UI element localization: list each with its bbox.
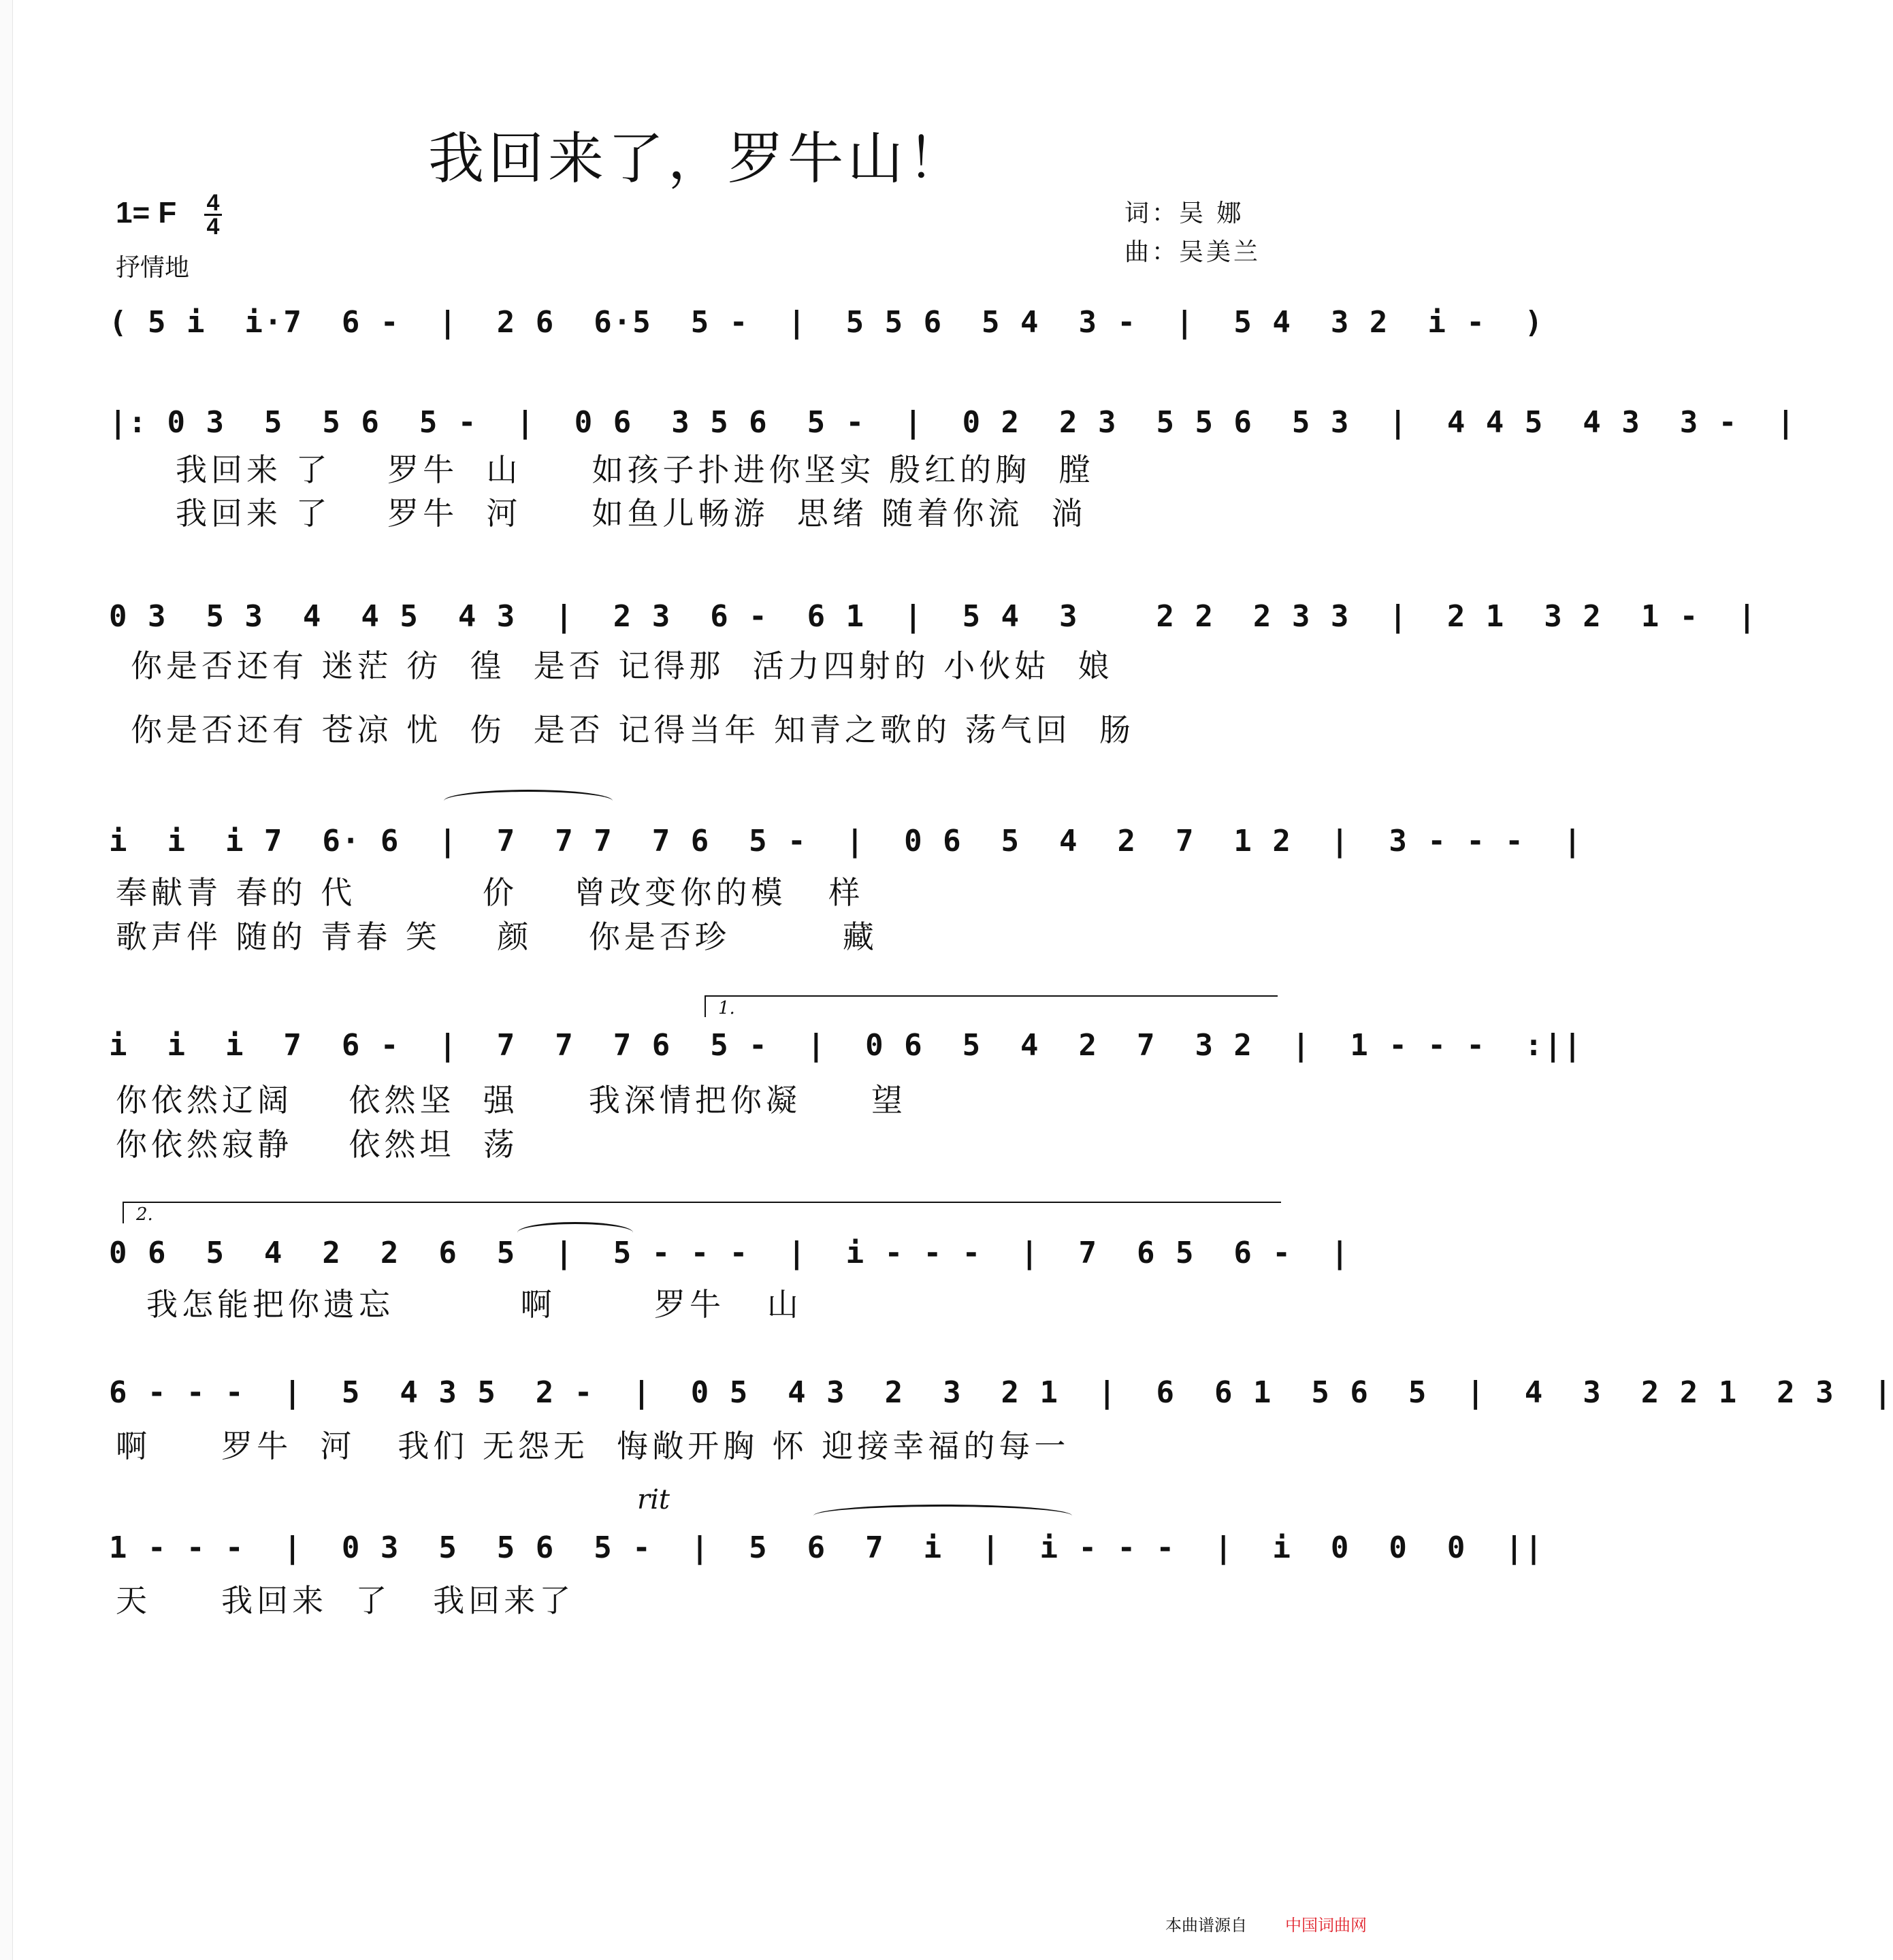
volta-1-label: 1. bbox=[718, 998, 735, 1018]
key-signature: 1= F bbox=[116, 196, 177, 229]
score-line-6-notes: 0 6 5 4 2 2 6 5 | 5 - - - | i - - - | 7 6 5 6 - | bbox=[109, 1236, 1350, 1270]
score-line-2-notes: |: 0 3 5 5 6 5 - | 0 6 3 5 6 5 - | 0 2 2 3 5 5 6 5 3 | 4 4 5 4 3 3 - | bbox=[109, 405, 1796, 440]
score-line-3-lyric-2: 你是否还有 苍凉 忧 伤 是否 记得当年 知青之歌的 荡气回 肠 bbox=[131, 711, 1135, 748]
score-line-1-notes: ( 5 i i·7 6 - | 2 6 6·5 5 - | 5 5 6 5 4 3 - | 5 4 3 2 i - ) bbox=[109, 305, 1544, 340]
score-line-7-notes: 6 - - - | 5 4 3 5 2 - | 0 5 4 3 2 3 2 1 | 6 6 1 5 6 5 | 4 3 2 2 1 2 3 | bbox=[109, 1375, 1893, 1410]
time-signature-top: 4 bbox=[206, 190, 220, 216]
volta-bracket-1 bbox=[705, 995, 1278, 1017]
score-line-5-lyric-1: 你依然辽阔 依然坚 强 我深情把你凝 望 bbox=[116, 1082, 907, 1119]
composer-credit: 曲：吴美兰 bbox=[1125, 238, 1261, 266]
score-line-3-notes: 0 3 5 3 4 4 5 4 3 | 2 3 6 - 6 1 | 5 4 3 2 2 2 3 3 | 2 1 3 2 1 - | bbox=[109, 599, 1758, 634]
volta-2-label: 2. bbox=[136, 1204, 153, 1225]
score-line-6-lyric-1: 我怎能把你遗忘 啊 罗牛 山 bbox=[146, 1286, 803, 1323]
score-line-7-lyric-1: 啊 罗牛 河 我们 无怨无 悔敞开胸 怀 迎接幸福的每一 bbox=[116, 1428, 1070, 1464]
score-line-2-lyric-1: 我回来 了 罗牛 山 如孩子扑进你坚实 殷红的胸 膛 bbox=[176, 451, 1095, 488]
footer-source-text: 本曲谱源自 bbox=[1165, 1916, 1247, 1935]
volta-bracket-2 bbox=[123, 1202, 1281, 1223]
score-line-5-lyric-2: 你依然寂静 依然坦 荡 bbox=[116, 1126, 519, 1163]
time-signature-bottom: 4 bbox=[206, 214, 220, 240]
score-line-8-notes: 1 - - - | 0 3 5 5 6 5 - | 5 6 7 i | i - - - | i 0 0 0 || bbox=[109, 1530, 1544, 1565]
time-signature bbox=[203, 190, 223, 240]
page-edge-strip bbox=[0, 0, 13, 1960]
score-line-2-lyric-2: 我回来 了 罗牛 河 如鱼儿畅游 思绪 随着你流 淌 bbox=[176, 495, 1087, 532]
ritardando-marking: rit bbox=[637, 1484, 670, 1515]
lyricist-credit: 词：吴 娜 bbox=[1125, 199, 1244, 227]
slur bbox=[813, 1505, 1072, 1527]
tempo-marking: 抒情地 bbox=[116, 253, 190, 281]
footer-site-link[interactable]: 中国词曲网 bbox=[1285, 1916, 1367, 1935]
score-line-5-notes: i i i 7 6 - | 7 7 7 6 5 - | 0 6 5 4 2 7 3 2 | 1 - - - :|| bbox=[109, 1028, 1583, 1063]
score-line-4-lyric-2: 歌声伴 随的 青春 笑 颜 你是否珍 藏 bbox=[116, 918, 878, 955]
score-line-3-lyric-1: 你是否还有 迷茫 彷 徨 是否 记得那 活力四射的 小伙姑 娘 bbox=[131, 647, 1114, 684]
score-line-8-lyric-1: 天 我回来 了 我回来了 bbox=[116, 1582, 575, 1619]
song-title: 我回来了，罗牛山！ bbox=[427, 127, 967, 191]
score-line-4-notes: i i i 7 6· 6 | 7 7 7 7 6 5 - | 0 6 5 4 2 7 1 2 | 3 - - - | bbox=[109, 824, 1583, 858]
slur bbox=[444, 790, 613, 812]
score-line-4-lyric-1: 奉献青 春的 代 价 曾改变你的模 样 bbox=[116, 874, 864, 911]
